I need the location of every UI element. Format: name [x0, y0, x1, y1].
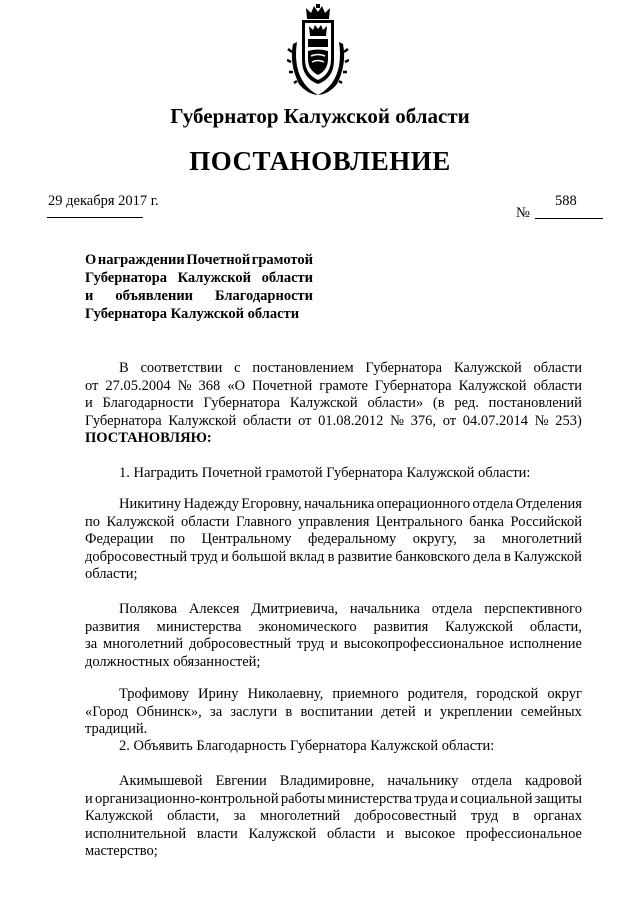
- word: организационно-контрольной: [94, 790, 279, 807]
- text-line: [85, 305, 313, 323]
- word: Губернатора: [85, 412, 162, 429]
- word: Калужской: [106, 513, 175, 530]
- word: Обнинск»,: [136, 703, 202, 720]
- word: №: [177, 377, 192, 394]
- word: детей: [381, 703, 416, 720]
- word: перспективного: [484, 601, 582, 617]
- word: 376,: [410, 412, 437, 429]
- text-line: [85, 791, 582, 809]
- word: Калужской: [248, 825, 317, 842]
- word: Почетной: [186, 252, 251, 268]
- word: за: [85, 636, 98, 652]
- word: добросовестный: [85, 548, 188, 565]
- text-line: [85, 826, 582, 844]
- document-number: 588: [555, 193, 577, 209]
- text-line: [85, 808, 582, 826]
- word: Евгении: [215, 773, 267, 789]
- word: Губернатора Калужской области: [85, 306, 300, 322]
- word: Губернатора: [365, 360, 443, 376]
- gratitude-paragraph-1: [85, 773, 582, 861]
- text-line: [85, 413, 582, 431]
- word: и: [85, 395, 93, 411]
- word: начальника: [349, 601, 420, 617]
- word: федеральному: [307, 531, 397, 547]
- word: с: [234, 360, 241, 376]
- word: от: [298, 412, 312, 429]
- text-line: [85, 496, 582, 514]
- word: многолетний: [501, 531, 582, 547]
- word: Главного: [235, 513, 292, 530]
- word: за: [210, 703, 223, 720]
- word: власти: [196, 825, 238, 842]
- word: области»: [367, 395, 424, 411]
- item-1-heading: 1. Наградить Почетной грамотой Губернатора Калужской области:: [119, 465, 531, 481]
- word: Центрального: [375, 513, 463, 530]
- word: в: [285, 703, 293, 720]
- word: приемного: [332, 686, 399, 702]
- number-sign: №: [516, 205, 530, 221]
- word: Губернатора: [203, 395, 281, 411]
- text-line: [85, 514, 582, 532]
- word: отдела: [472, 496, 514, 512]
- word: Ирину: [198, 686, 239, 702]
- word: Калужской: [445, 618, 513, 635]
- text-line: [85, 619, 582, 637]
- item-2-heading: 2. Объявить Благодарность Губернатора Калужской области:: [119, 738, 495, 754]
- word: области,: [529, 618, 582, 635]
- date-underline: [47, 217, 143, 218]
- word: О: [85, 252, 97, 268]
- word: «Город: [85, 703, 129, 720]
- word: министерства: [327, 790, 413, 807]
- word: и: [450, 790, 458, 807]
- word: Никитину: [119, 496, 182, 512]
- word: Губернатора: [85, 270, 168, 286]
- word: заслуги: [230, 703, 278, 720]
- word: вклад: [289, 548, 325, 565]
- award-paragraph-1: [85, 496, 582, 584]
- word: банка: [469, 513, 504, 530]
- word: добросовестный: [188, 636, 292, 652]
- word: от: [85, 377, 99, 394]
- text-line: [85, 395, 582, 413]
- text-line: [85, 531, 582, 549]
- item-2-heading-block: [85, 738, 582, 756]
- word: начальника: [304, 496, 375, 512]
- word: 27.05.2004: [105, 377, 171, 394]
- document-subject: [85, 251, 313, 323]
- coat-of-arms-emblem: [287, 4, 349, 96]
- word: постановлением: [252, 360, 354, 376]
- word: Алексея: [188, 601, 240, 617]
- text-line: [85, 686, 582, 704]
- word: укреплении: [439, 703, 513, 720]
- word: грамоте: [319, 377, 368, 394]
- word: Почетной: [252, 377, 313, 394]
- word: многолетний: [103, 636, 184, 652]
- word: профессиональное: [465, 825, 582, 842]
- word: награждении: [97, 252, 185, 268]
- word: за: [473, 531, 486, 547]
- text-line: [85, 704, 582, 722]
- text-line: [85, 566, 582, 584]
- word: Российской: [510, 513, 582, 530]
- text-line: [85, 721, 582, 739]
- decree-label: ПОСТАНОВЛЯЮ:: [85, 430, 212, 446]
- word: высокопрофессиональное: [343, 636, 504, 652]
- word: мастерство;: [85, 843, 158, 859]
- word: семейных: [520, 703, 582, 720]
- word: Калужской: [514, 548, 582, 565]
- word: кадровой: [525, 773, 582, 789]
- word: 253): [555, 412, 582, 429]
- word: Федерации: [85, 531, 154, 547]
- word: Трофимову: [119, 686, 189, 702]
- word: Центральному: [201, 531, 292, 547]
- word: области: [242, 412, 292, 429]
- word: Калужской: [289, 395, 358, 411]
- word: области: [261, 270, 313, 286]
- word: исполнительной: [85, 825, 187, 842]
- word: управления: [298, 513, 370, 530]
- word: городской: [476, 686, 539, 702]
- issuer-title: Губернатор Калужской области: [170, 104, 470, 128]
- word: Полякова: [119, 601, 178, 617]
- word: в: [503, 548, 511, 565]
- word: должностных обязанностей;: [85, 653, 261, 670]
- word: и: [423, 703, 432, 720]
- word: развитие: [337, 548, 393, 565]
- word: постановлений: [488, 395, 582, 411]
- word: большой: [231, 548, 287, 565]
- word: Благодарности: [214, 288, 313, 304]
- word: по: [169, 531, 185, 547]
- word: Калужской: [177, 270, 251, 286]
- document-type-title: ПОСТАНОВЛЕНИЕ: [189, 146, 451, 176]
- word: органах: [533, 808, 582, 824]
- word: начальнику: [387, 773, 459, 789]
- word: Губернатора: [374, 377, 452, 394]
- text-line: [85, 251, 313, 269]
- text-line: [85, 378, 582, 396]
- word: Калужской: [453, 360, 522, 376]
- text-line: [85, 269, 313, 287]
- word: развития: [373, 618, 429, 635]
- preamble-paragraph: [85, 360, 582, 430]
- word: и: [330, 636, 338, 652]
- text-line: [85, 601, 582, 619]
- word: №: [534, 412, 549, 429]
- word: грамотой: [251, 252, 313, 268]
- award-paragraph-3: [85, 686, 582, 739]
- word: «О: [227, 377, 246, 394]
- word: добросовестный: [354, 808, 457, 824]
- word: Егоровну,: [241, 496, 302, 512]
- text-line: [85, 654, 582, 672]
- word: исполнение: [509, 636, 582, 652]
- word: области;: [85, 566, 138, 582]
- word: 04.07.2014: [462, 412, 529, 429]
- text-line: [85, 287, 313, 305]
- word: округу,: [412, 531, 457, 547]
- word: области: [533, 377, 582, 394]
- text-line: [85, 549, 582, 567]
- document-date: 29 декабря 2017 г.: [48, 193, 159, 209]
- word: Калужской: [85, 808, 153, 824]
- word: и: [85, 790, 93, 807]
- word: родителя,: [407, 686, 468, 702]
- award-paragraph-2: [85, 601, 582, 671]
- word: развития: [85, 618, 140, 635]
- word: работы: [280, 790, 326, 807]
- item-1-heading-block: [85, 465, 582, 483]
- decree-word: [85, 430, 582, 448]
- word: области,: [167, 808, 220, 824]
- text-line: [85, 843, 582, 861]
- word: труд: [190, 548, 218, 565]
- word: Благодарности: [102, 395, 194, 411]
- word: отдела: [431, 601, 473, 617]
- word: 368: [198, 377, 221, 394]
- word: Надежду: [183, 496, 239, 512]
- word: округ: [547, 686, 582, 702]
- word: по: [85, 513, 101, 530]
- word: Владимировне,: [279, 773, 375, 789]
- word: экономического: [258, 618, 357, 635]
- word: соответствии: [140, 360, 223, 376]
- word: области: [533, 360, 582, 376]
- word: объявлении: [115, 288, 194, 304]
- text-line: [85, 636, 582, 654]
- word: и: [220, 548, 229, 565]
- word: многолетний: [260, 808, 341, 824]
- word: (в: [432, 395, 445, 411]
- word: Акимышевой: [119, 773, 203, 789]
- word: Дмитриевича,: [251, 601, 339, 617]
- word: Калужской: [458, 377, 527, 394]
- word: министерства: [156, 618, 242, 635]
- word: высокое: [404, 825, 456, 842]
- word: банковского: [395, 548, 471, 565]
- text-line: [85, 773, 582, 791]
- word: труда: [414, 790, 448, 807]
- word: от: [442, 412, 457, 429]
- word: в: [327, 548, 335, 565]
- word: традиций.: [85, 721, 148, 737]
- word: отдела: [471, 773, 513, 789]
- word: №: [390, 412, 404, 429]
- word: труд: [470, 808, 499, 824]
- number-underline: [535, 218, 603, 219]
- word: и: [85, 288, 94, 304]
- word: области: [180, 513, 230, 530]
- word: операционного: [376, 496, 471, 512]
- word: и: [386, 825, 394, 842]
- word: дела: [473, 548, 501, 565]
- word: в: [512, 808, 520, 824]
- word: труд: [296, 636, 325, 652]
- word: Николаевну,: [247, 686, 324, 702]
- word: 01.08.2012: [318, 412, 384, 429]
- word: воспитании: [300, 703, 374, 720]
- word: Отделения: [515, 496, 582, 512]
- word: за: [233, 808, 246, 824]
- word: социальной: [460, 790, 533, 807]
- word: ред.: [454, 395, 479, 411]
- word: области: [327, 825, 376, 842]
- word: В: [119, 360, 129, 376]
- word: защиты: [534, 790, 582, 807]
- text-line: [85, 360, 582, 378]
- word: Калужской: [168, 412, 237, 429]
